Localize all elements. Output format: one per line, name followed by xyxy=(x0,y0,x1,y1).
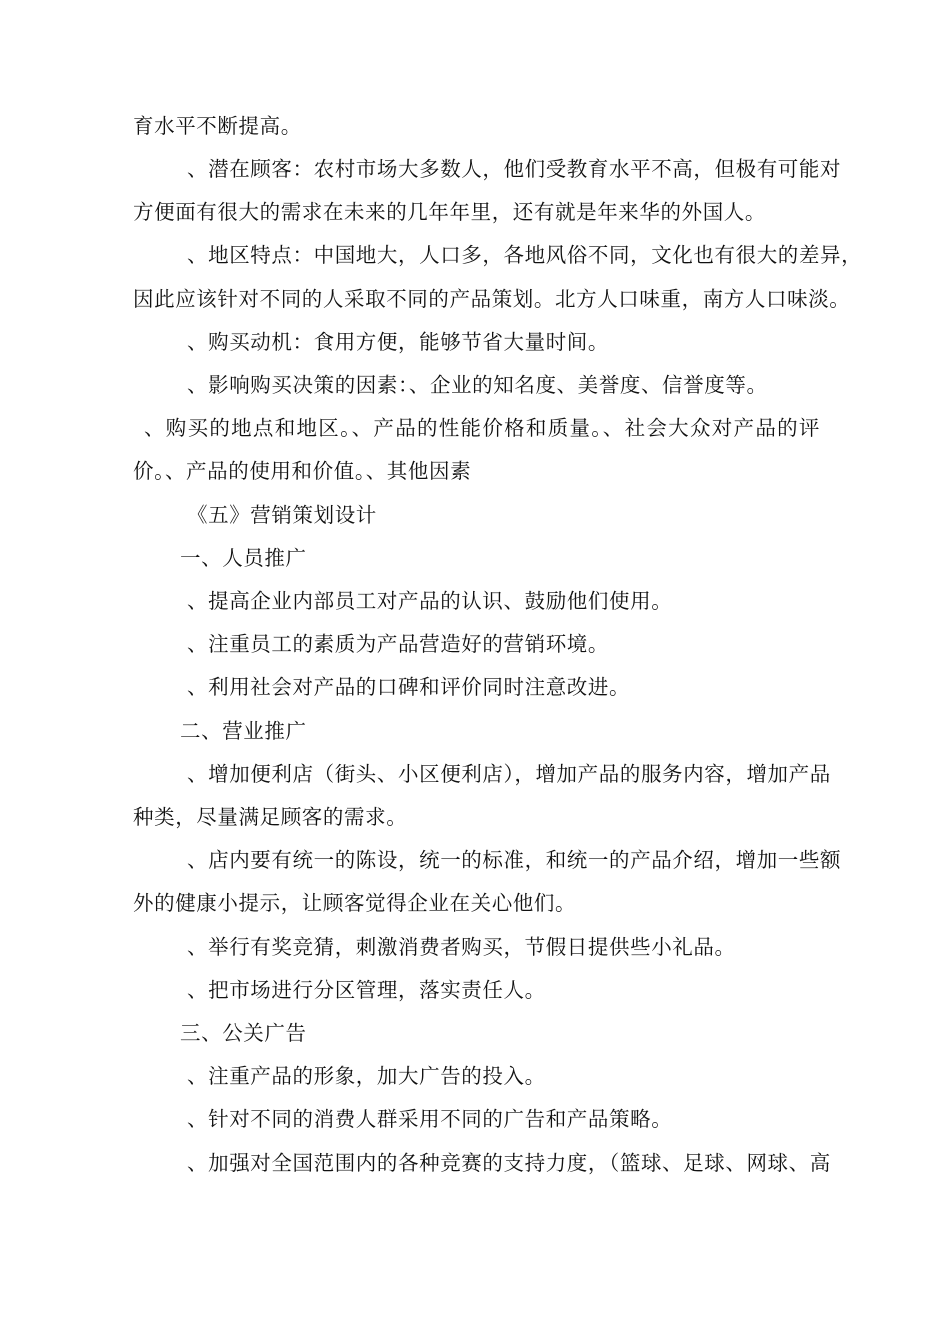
text-line: 、利用社会对产品的口碑和评价同时注意改进。 xyxy=(187,675,631,699)
text-line: 种类，尽量满足顾客的需求。 xyxy=(133,805,408,829)
text-line: 价。、产品的使用和价值。、其他因素 xyxy=(133,459,472,483)
text-line: 方便面有很大的需求在未来的几年年里，还有就是年来华的外国人。 xyxy=(133,200,766,224)
text-line: 、增加便利店（街头、小区便利店），增加产品的服务内容，增加产品 xyxy=(187,762,831,786)
subsection-heading: 一、人员推广 xyxy=(180,546,307,570)
text-line: 、针对不同的消费人群采用不同的广告和产品策略。 xyxy=(187,1107,673,1131)
text-line: 、影响购买决策的因素：、企业的知名度、美誉度、信誉度等。 xyxy=(187,373,768,397)
text-line: 、举行有奖竞猜，刺激消费者购买，节假日提供些小礼品。 xyxy=(187,935,736,959)
text-line: 因此应该针对不同的人采取不同的产品策划。北方人口味重，南方人口味淡。 xyxy=(133,287,851,311)
text-line: 、提高企业内部员工对产品的认识、鼓励他们使用。 xyxy=(187,589,673,613)
subsection-heading: 三、公关广告 xyxy=(180,1021,307,1045)
subsection-heading: 二、营业推广 xyxy=(180,719,307,743)
text-line: 、注重产品的形象，加大广告的投入。 xyxy=(187,1064,546,1088)
text-line: 、购买的地点和地区。、产品的性能价格和质量。、社会大众对产品的评 xyxy=(144,416,820,440)
section-heading: 《五》营销策划设计 xyxy=(187,503,377,527)
text-line: 、购买动机：食用方便，能够节省大量时间。 xyxy=(187,330,609,354)
text-line: 、店内要有统一的陈设，统一的标准，和统一的产品介绍，增加一些额 xyxy=(187,848,842,872)
text-line: 、把市场进行分区管理，落实责任人。 xyxy=(187,978,546,1002)
text-line: 、加强对全国范围内的各种竞赛的支持力度，（篮球、足球、网球、高 xyxy=(187,1151,831,1175)
text-line: 育水平不断提高。 xyxy=(133,114,302,138)
text-line: 外的健康小提示，让顾客觉得企业在关心他们。 xyxy=(133,891,577,915)
text-line: 、地区特点：中国地大，人口多，各地风俗不同，文化也有很大的差异， xyxy=(187,243,863,267)
text-line: 、潜在顾客：农村市场大多数人，他们受教育水平不高，但极有可能对 xyxy=(187,157,842,181)
text-line: 、注重员工的素质为产品营造好的营销环境。 xyxy=(187,632,609,656)
